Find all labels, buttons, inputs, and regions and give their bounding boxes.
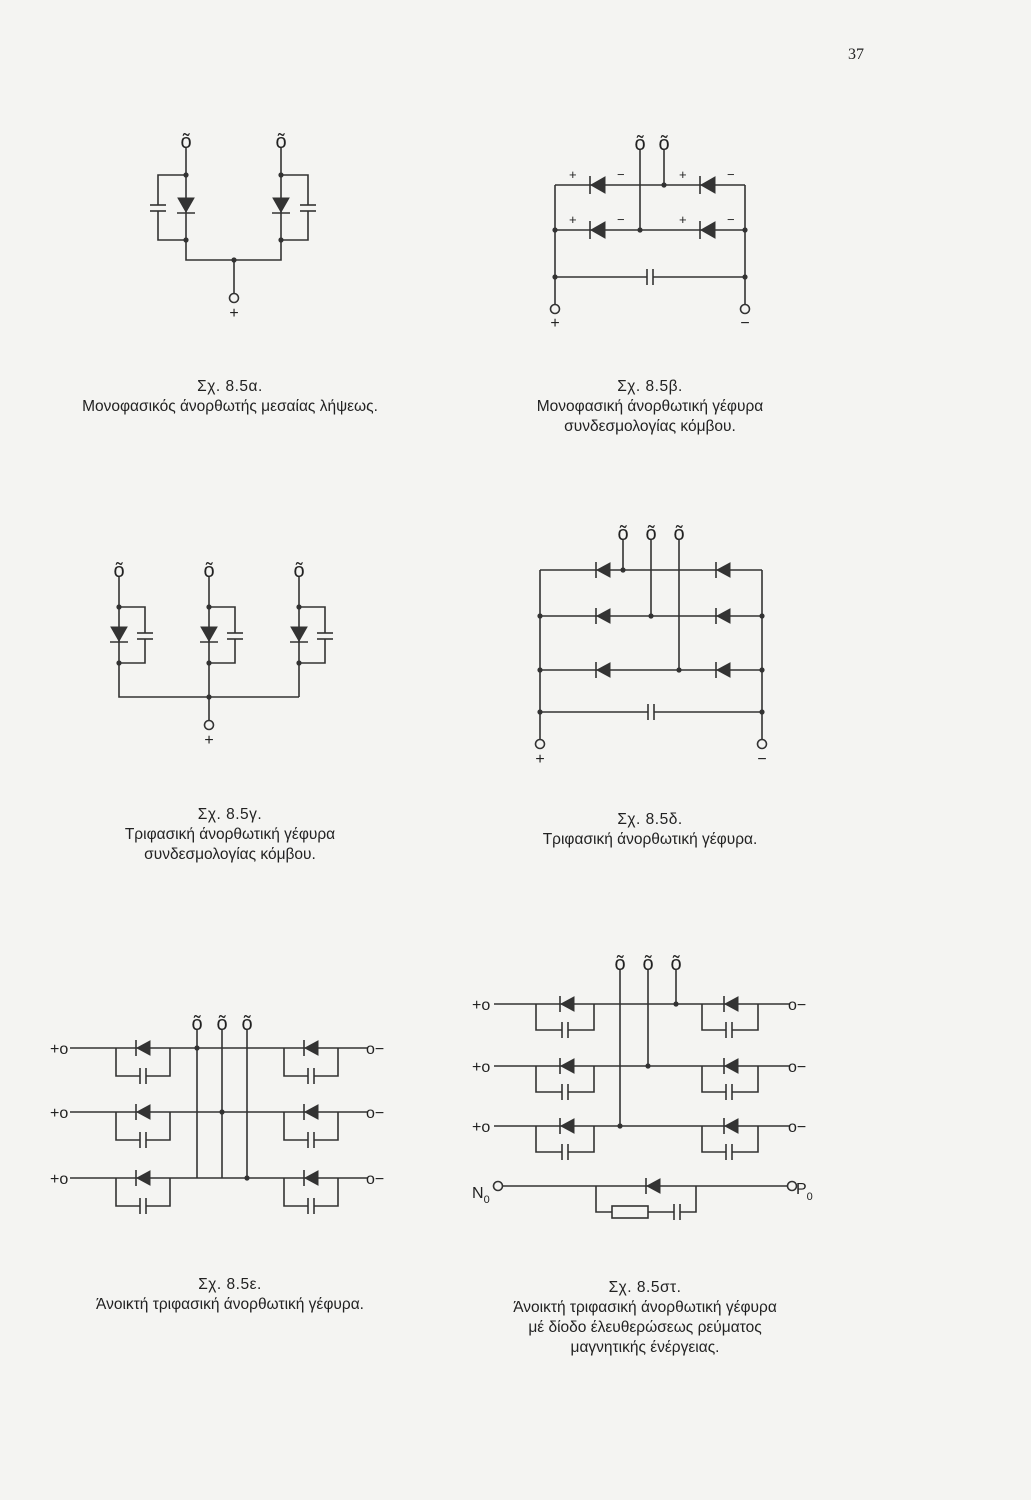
ac-terminal-label: õ: [614, 953, 626, 975]
circuit-diagram-8-5d: [530, 518, 780, 778]
diode-icon: [291, 627, 307, 641]
dc-minus-terminal: o−: [366, 1041, 385, 1058]
polarity-label: +: [679, 212, 687, 227]
ac-terminal-label: õ: [634, 133, 646, 155]
ac-terminal-label: õ: [670, 953, 682, 975]
diode-icon: [717, 663, 730, 677]
caption-line: Μονοφασικός άνορθωτής μεσαίας λήψεως.: [82, 398, 378, 415]
diode-icon: [717, 609, 730, 623]
caption-line: συνδεσμολογίας κόμβου.: [144, 846, 316, 863]
dc-plus-label: +: [550, 315, 560, 332]
caption-8-5c: [40, 805, 420, 865]
circuit-diagram-8-5c: [95, 555, 355, 755]
dc-minus-terminal: o−: [788, 1119, 807, 1136]
diode-icon: [591, 177, 605, 193]
diode-icon: [701, 222, 715, 238]
diode-icon: [561, 997, 574, 1011]
figure-label: Σχ. 8.5α.: [197, 378, 263, 395]
diode-icon: [137, 1041, 150, 1055]
ac-terminal-label: õ: [658, 133, 670, 155]
caption-line: συνδεσμολογίας κόμβου.: [564, 418, 736, 435]
diode-icon: [561, 1119, 574, 1133]
diode-icon: [305, 1041, 318, 1055]
caption-line: μαγνητικής ένέργειας.: [570, 1339, 720, 1356]
figure-label: Σχ. 8.5ε.: [198, 1276, 262, 1293]
caption-line: Άνοικτή τριφασική άνορθωτική γέφυρα.: [96, 1296, 364, 1313]
diode-icon: [597, 663, 610, 677]
p0-label: $P_0$: [796, 1181, 813, 1203]
circuit-diagram-8-5e: [50, 1000, 410, 1220]
ac-terminal-label: õ: [275, 131, 287, 153]
dc-plus-terminal: +o: [50, 1105, 69, 1122]
polarity-label: +: [569, 167, 577, 182]
polarity-label: −: [617, 167, 625, 182]
dc-minus-terminal: o−: [788, 1059, 807, 1076]
diode-icon: [305, 1171, 318, 1185]
dc-plus-terminal: +o: [472, 1059, 491, 1076]
ac-terminal-label: õ: [645, 523, 657, 545]
diode-icon: [305, 1105, 318, 1119]
dc-minus-label: −: [740, 315, 750, 332]
caption-line: Μονοφασική άνορθωτική γέφυρα: [536, 398, 764, 415]
diode-icon: [717, 563, 730, 577]
diode-icon: [273, 198, 289, 212]
polarity-label: +: [679, 167, 687, 182]
polarity-label: +: [569, 212, 577, 227]
page-number: 37: [848, 46, 864, 63]
dc-plus-label: +: [204, 732, 214, 749]
caption-8-5st: [455, 1278, 835, 1358]
dc-minus-terminal: o−: [366, 1105, 385, 1122]
diode-icon: [597, 563, 610, 577]
diode-icon: [178, 198, 194, 212]
ac-terminal-label: õ: [241, 1013, 253, 1035]
diode-icon: [111, 627, 127, 641]
dc-plus-terminal: +o: [50, 1041, 69, 1058]
figure-label: Σχ. 8.5δ.: [617, 811, 683, 828]
circuit-diagram-8-5a: [140, 120, 340, 320]
diode-icon: [725, 997, 738, 1011]
figure-label: Σχ. 8.5γ.: [197, 806, 263, 823]
figure-label: Σχ. 8.5στ.: [608, 1279, 682, 1296]
diode-icon: [725, 1119, 738, 1133]
caption-line: Άνοικτή τριφασική άνορθωτική γέφυρα: [513, 1299, 777, 1316]
free-wheeling-branch: [472, 1178, 813, 1220]
dc-plus-terminal: +o: [472, 1119, 491, 1136]
n0-label: $N_0$: [472, 1185, 490, 1206]
polarity-label: −: [617, 212, 625, 227]
dc-plus-terminal: +o: [472, 997, 491, 1014]
ac-terminal-label: õ: [180, 131, 192, 153]
caption-line: Τριφασική άνορθωτική γέφυρα: [124, 826, 336, 843]
diode-icon: [597, 609, 610, 623]
dc-plus-terminal: +o: [50, 1171, 69, 1188]
ac-terminal-label: õ: [191, 1013, 203, 1035]
ac-terminal-label: õ: [617, 523, 629, 545]
ac-terminal-label: õ: [293, 560, 305, 582]
caption-8-5a: [40, 377, 420, 417]
dc-minus-label: −: [757, 751, 767, 768]
ac-terminal-label: õ: [673, 523, 685, 545]
circuit-diagram-8-5st: [470, 940, 830, 1230]
diode-icon: [591, 222, 605, 238]
dc-minus-terminal: o−: [788, 997, 807, 1014]
dc-plus-label: +: [229, 305, 239, 322]
caption-8-5d: [460, 810, 840, 850]
dc-minus-terminal: o−: [366, 1171, 385, 1188]
diode-icon: [201, 627, 217, 641]
diode-icon: [701, 177, 715, 193]
ac-terminal-label: õ: [642, 953, 654, 975]
dc-plus-label: +: [535, 751, 545, 768]
figure-label: Σχ. 8.5β.: [617, 378, 683, 395]
caption-8-5e: [40, 1275, 420, 1315]
resistor-icon: [612, 1206, 648, 1218]
diode-icon: [137, 1105, 150, 1119]
caption-line: μέ δίοδο έλευθερώσεως ρεύματος: [528, 1319, 762, 1336]
ac-terminal-label: õ: [113, 560, 125, 582]
diode-icon: [647, 1179, 660, 1193]
polarity-label: −: [727, 167, 735, 182]
diode-icon: [137, 1171, 150, 1185]
caption-8-5b: [460, 377, 840, 437]
ac-terminal-label: õ: [203, 560, 215, 582]
polarity-label: −: [727, 212, 735, 227]
circuit-diagram-8-5b: [545, 125, 765, 335]
ac-terminal-label: õ: [216, 1013, 228, 1035]
diode-icon: [725, 1059, 738, 1073]
caption-line: Τριφασική άνορθωτική γέφυρα.: [542, 831, 758, 848]
diode-icon: [561, 1059, 574, 1073]
